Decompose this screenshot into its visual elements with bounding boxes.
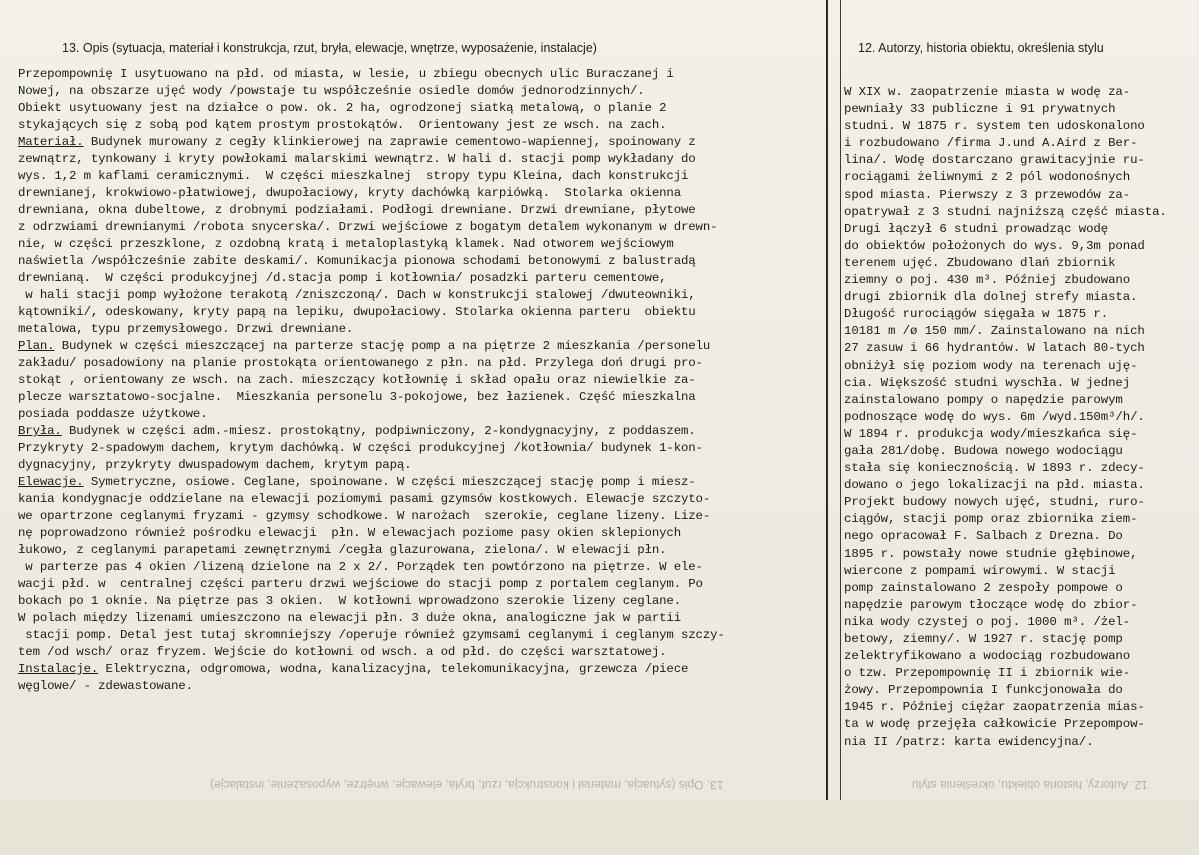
history-line: zelektryfikowano a wodociąg rozbudowano xyxy=(844,649,1131,664)
description-line xyxy=(18,219,823,236)
history-line: nika wody czystej o poj. 1000 m³. /żel- xyxy=(844,614,1131,629)
history-line: o tzw. Przepompownię II i zbiornik wie- xyxy=(844,666,1131,681)
description-line xyxy=(18,457,823,474)
description-line xyxy=(18,542,823,559)
column-divider-thick xyxy=(826,0,828,800)
description-line xyxy=(18,593,823,610)
mirrored-header-13: 13. Opis (sytuacja, materiał i konstrukcja, rzut, bryła, elewacje, wnętrze, wyposażenie, instalacje) xyxy=(210,778,724,792)
line-text: metalowa, typu przemysłowego. Drzwi drewniane. xyxy=(18,322,354,336)
line-text: tem /od wsch/ oraz fryzem. Wejście do kotłowni od wsch. a od płd. do części warsztatowej. xyxy=(18,645,667,659)
line-text: w hali stacji pomp wyłożone terakotą /zniszczoną/. Dach w konstrukcji stalowej /dwuteowniki, xyxy=(18,288,696,302)
history-line: podnoszące wodę do wys. 6m /wyd.150m³/h/. xyxy=(844,409,1145,424)
description-line xyxy=(18,661,823,678)
line-text: z odrzwiami drewnianymi /robota snycerska/. Drzwi wejściowe z bogatym detalem wykonanym w drewn- xyxy=(18,220,718,234)
description-line xyxy=(18,406,823,423)
history-line: Długość rurociągów sięgała w 1875 r. xyxy=(844,307,1109,322)
line-text: węglowe/ - zdewastowane. xyxy=(18,679,193,693)
history-line: opatrywał z 3 studni najniższą część miasta. xyxy=(844,204,1167,219)
history-line: pomp zainstalowano 2 zespoły pompowe o xyxy=(844,580,1123,595)
history-line: spod miasta. Pierwszy z 3 przewodów za- xyxy=(844,187,1131,202)
line-text: posiada poddasze użytkowe. xyxy=(18,407,208,421)
section-label: Bryła. xyxy=(18,424,62,438)
history-line: cia. Większość studni wyschła. W jednej xyxy=(844,375,1131,390)
line-text: plecze warsztatowo-socjalne. Mieszkania personelu 3-pokojowe, bez łazienek. Część mieszkalna xyxy=(18,390,696,404)
history-line: betowy, ziemny/. W 1927 r. stację pomp xyxy=(844,632,1123,646)
history-line: studni. W 1875 r. system ten udoskonalono xyxy=(844,119,1145,134)
history-line: ciągów, stacji pomp oraz zbiornika ziem- xyxy=(844,512,1138,527)
description-line xyxy=(18,440,823,457)
line-text: naświetla /współcześnie zabite deskami/. Komunikacja pionowa schodami betonowymi z balustradą xyxy=(18,254,696,268)
line-text: stokąt , orientowany ze wsch. na zach. mieszczący kotłownię i skład opału oraz niewielkie za- xyxy=(18,373,696,387)
description-line xyxy=(18,270,823,287)
description-line xyxy=(18,389,823,406)
line-text: drewniana, okna dubeltowe, z drobnymi podziałami. Podłogi drewniane. Drzwi drewniane, płytowe xyxy=(18,203,696,217)
line-text: kątowniki/, odeskowany, kryty papą na lepiku, dwupołaciowy. Stolarka okienna parteru obiektu xyxy=(18,305,696,319)
description-line xyxy=(18,185,823,202)
history-line: stała się koniecznością. W 1893 r. zdecy- xyxy=(844,461,1145,476)
history-line: i rozbudowano /firma J.und A.Aird z Ber- xyxy=(844,136,1138,151)
description-line xyxy=(18,627,823,644)
line-text: drewnianej, krokwiowo-płatwiowej, dwupołaciowy, kryty dachówką karpiówką. Stolarka okienna xyxy=(18,186,681,200)
description-line xyxy=(18,525,823,542)
description-line xyxy=(18,100,823,117)
description-line xyxy=(18,66,823,83)
line-text: drewnianą. W części produkcyjnej /d.stacja pomp i kotłownia/ posadzki parteru cementowe, xyxy=(18,271,667,285)
history-line: terenem ujęć. Zbudowano dlań zbiornik xyxy=(844,255,1116,270)
history-line: żowy. Przepompownia I funkcjonowała do xyxy=(844,683,1123,698)
description-line xyxy=(18,236,823,253)
history-line: 1945 r. Później ciężar zaopatrzenia mias- xyxy=(844,700,1145,715)
description-line xyxy=(18,576,823,593)
description-line xyxy=(18,253,823,270)
line-text: wys. 1,2 m kaflami ceramicznymi. W części mieszkalnej stropy typu Kleina, dach konstrukcji xyxy=(18,169,689,183)
line-text: stykających się z sobą pod kątem prostym prostokątów. Orientowany jest ze wsch. na zach. xyxy=(18,118,667,132)
history-line: dowano o jego lokalizacji na płd. miasta. xyxy=(844,478,1145,493)
description-line xyxy=(18,117,823,134)
description-line xyxy=(18,678,823,695)
line-text: bokach po 1 oknie. Na piętrze pas 3 okien. W kotłowni wprowadzono szerokie lizeny ceglane. xyxy=(18,594,681,608)
section-13-header: 13. Opis (sytuacja, materiał i konstrukcja, rzut, bryła, elewacje, wnętrze, wyposażenie, instalacje) xyxy=(62,41,597,55)
description-line xyxy=(18,372,823,389)
line-text: kania kondygnacje oddzielane na elewacji poziomymi pasami gzymsów kostkowych. Elewacje szczyto- xyxy=(18,492,711,506)
line-text: Elektryczna, odgromowa, wodna, kanalizacyjna, telekomunikacyjna, grzewcza /piece xyxy=(98,662,689,676)
section-label: Materiał. xyxy=(18,135,84,149)
history-line: W 1894 r. produkcja wody/mieszkańca się- xyxy=(844,426,1138,441)
line-text: we opartrzone ceglanymi fryzami - gzymsy schodkowe. W narożach szerokie, ceglane lizeny. Lize- xyxy=(18,509,711,523)
history-line: nia II /patrz: karta ewidencyjna/. xyxy=(844,734,1094,749)
line-text: Symetryczne, osiowe. Ceglane, spoinowane. W części mieszczącej stację pomp i miesz- xyxy=(83,475,696,489)
line-text: stacji pomp. Detal jest tutaj skromniejszy /operuje również gzymsami ceglanymi i ceglanym szczy- xyxy=(18,628,725,642)
description-text-block xyxy=(18,66,823,695)
history-line: obniżył się poziom wody na terenach uję- xyxy=(844,358,1138,373)
history-line: 10181 m /ø 150 mm/. Zainstalowano na nich xyxy=(844,324,1145,339)
description-line xyxy=(18,83,823,100)
history-line: nego opracował F. Salbach z Drezna. Do xyxy=(844,529,1123,544)
history-line: rociągami żeliwnymi z 2 pól wodonośnych xyxy=(844,170,1131,185)
history-line: drugi zbiornik dla dolnej strefy miasta. xyxy=(844,290,1138,305)
line-text: Budynek murowany z cegły klinkierowej na zaprawie cementowo-wapiennej, spoinowany z xyxy=(83,135,696,149)
sheet-bottom-margin xyxy=(0,800,1199,855)
line-text: Obiekt usytuowany jest na działce o pow. ok. 2 ha, ogrodzonej siatką metalową, o planie 2 xyxy=(18,101,667,115)
line-text: dygnacyjny, przykryty dwuspadowym dachem, krytym papą. xyxy=(18,458,412,472)
description-line xyxy=(18,559,823,576)
history-line: do obiektów położonych do wys. 9,3m ponad xyxy=(844,238,1145,253)
line-text: zakładu/ posadowiony na planie prostokąta orientowanego z płn. na płd. Przylega doń drugi pro- xyxy=(18,356,703,370)
history-line: ta w wodę przejęła całkowicie Przepompow- xyxy=(844,717,1145,732)
line-text: Przykryty 2-spadowym dachem, krytym dachówką. W części produkcyjnej /kotłownia/ budynek 1-kon- xyxy=(18,441,703,455)
history-line: ziemny o poj. 430 m³. Później zbudowano xyxy=(844,273,1131,288)
description-line xyxy=(18,168,823,185)
history-line: gała 281/dobę. Budowa nowego wodociągu xyxy=(844,443,1123,458)
section-label: Elewacje. xyxy=(18,475,84,489)
line-text: W polach między lizenami umieszczono na elewacji płn. 3 duże okna, analogiczne jak w partii xyxy=(18,611,681,625)
description-line xyxy=(18,355,823,372)
description-line xyxy=(18,321,823,338)
description-line xyxy=(18,338,823,355)
line-text: Budynek w części adm.-miesz. prostokątny, podpiwniczony, 2-kondygnacyjny, z poddaszem. xyxy=(61,424,696,438)
line-text: łukowo, z ceglanymi parapetami zewnętrznymi /cegła glazurowana, zielona/. W elewacji płn. xyxy=(18,543,667,557)
line-text: Przepompownię I usytuowano na płd. od miasta, w lesie, u zbiegu obecnych ulic Buraczanej i xyxy=(18,67,674,81)
description-line xyxy=(18,610,823,627)
description-line xyxy=(18,491,823,508)
column-divider-thin xyxy=(840,0,841,800)
history-line: lina/. Wodę dostarczano grawitacyjnie ru- xyxy=(844,153,1145,168)
history-line: Projekt budowy nowych ujęć, studni, ruro- xyxy=(844,495,1145,510)
history-line: Drugi łączył 6 studni prowadząc wodę xyxy=(844,221,1109,236)
description-line xyxy=(18,151,823,168)
description-line xyxy=(18,134,823,151)
history-line: napędzie parowym tłoczące wodę do zbior- xyxy=(844,597,1138,612)
line-text: Budynek w części mieszczącej na parterze stację pomp a na piętrze 2 mieszkania /personelu xyxy=(54,339,711,353)
description-line xyxy=(18,287,823,304)
line-text: w parterze pas 4 okien /lizeną dzielone na 2 x 2/. Porządek ten powtórzono na piętrze. W ele- xyxy=(18,560,703,574)
history-line: 27 zasuw i 66 hydrantów. W latach 80-tych xyxy=(844,341,1145,356)
history-line: zainstalowano pompy o napędzie parowym xyxy=(844,392,1123,407)
section-label: Plan. xyxy=(18,339,55,353)
line-text: Nowej, na obszarze ujęć wody /powstaje tu współcześnie osiedle domów jednorodzinnych/. xyxy=(18,84,645,98)
history-text-block xyxy=(844,84,1194,751)
mirrored-header-12: 12. Autorzy, historia obiektu, określenia stylu xyxy=(912,778,1148,792)
history-line: pewniały 33 publiczne i 91 prywatnych xyxy=(844,102,1116,117)
description-line xyxy=(18,508,823,525)
history-line: W XIX w. zaopatrzenie miasta w wodę za- xyxy=(844,85,1131,99)
line-text: nie, w części przeszklone, z ozdobną kratą i metaloplastyką klamek. Nad otworem wejściowym xyxy=(18,237,674,251)
description-line xyxy=(18,474,823,491)
description-line xyxy=(18,644,823,661)
description-line xyxy=(18,202,823,219)
line-text: wacji płd. w centralnej części parteru drzwi wejściowe do stacji pomp z portalem ceglanym. Po xyxy=(18,577,703,591)
description-line xyxy=(18,423,823,440)
description-line xyxy=(18,304,823,321)
line-text: zewnątrz, tynkowany i kryty powłokami malarskimi wewnątrz. W hali d. stacji pomp wykładany do xyxy=(18,152,696,166)
history-line: 1895 r. powstały nowe studnie głębinowe, xyxy=(844,546,1138,561)
history-line: wiercone z pompami wirowymi. W stacji xyxy=(844,563,1116,578)
section-label: Instalacje. xyxy=(18,662,99,676)
line-text: nę poprowadzono również pośrodku elewacji płn. W elewacjach poziome pasy okien sklepionych xyxy=(18,526,681,540)
section-12-header: 12. Autorzy, historia obiektu, określenia stylu xyxy=(858,41,1104,55)
